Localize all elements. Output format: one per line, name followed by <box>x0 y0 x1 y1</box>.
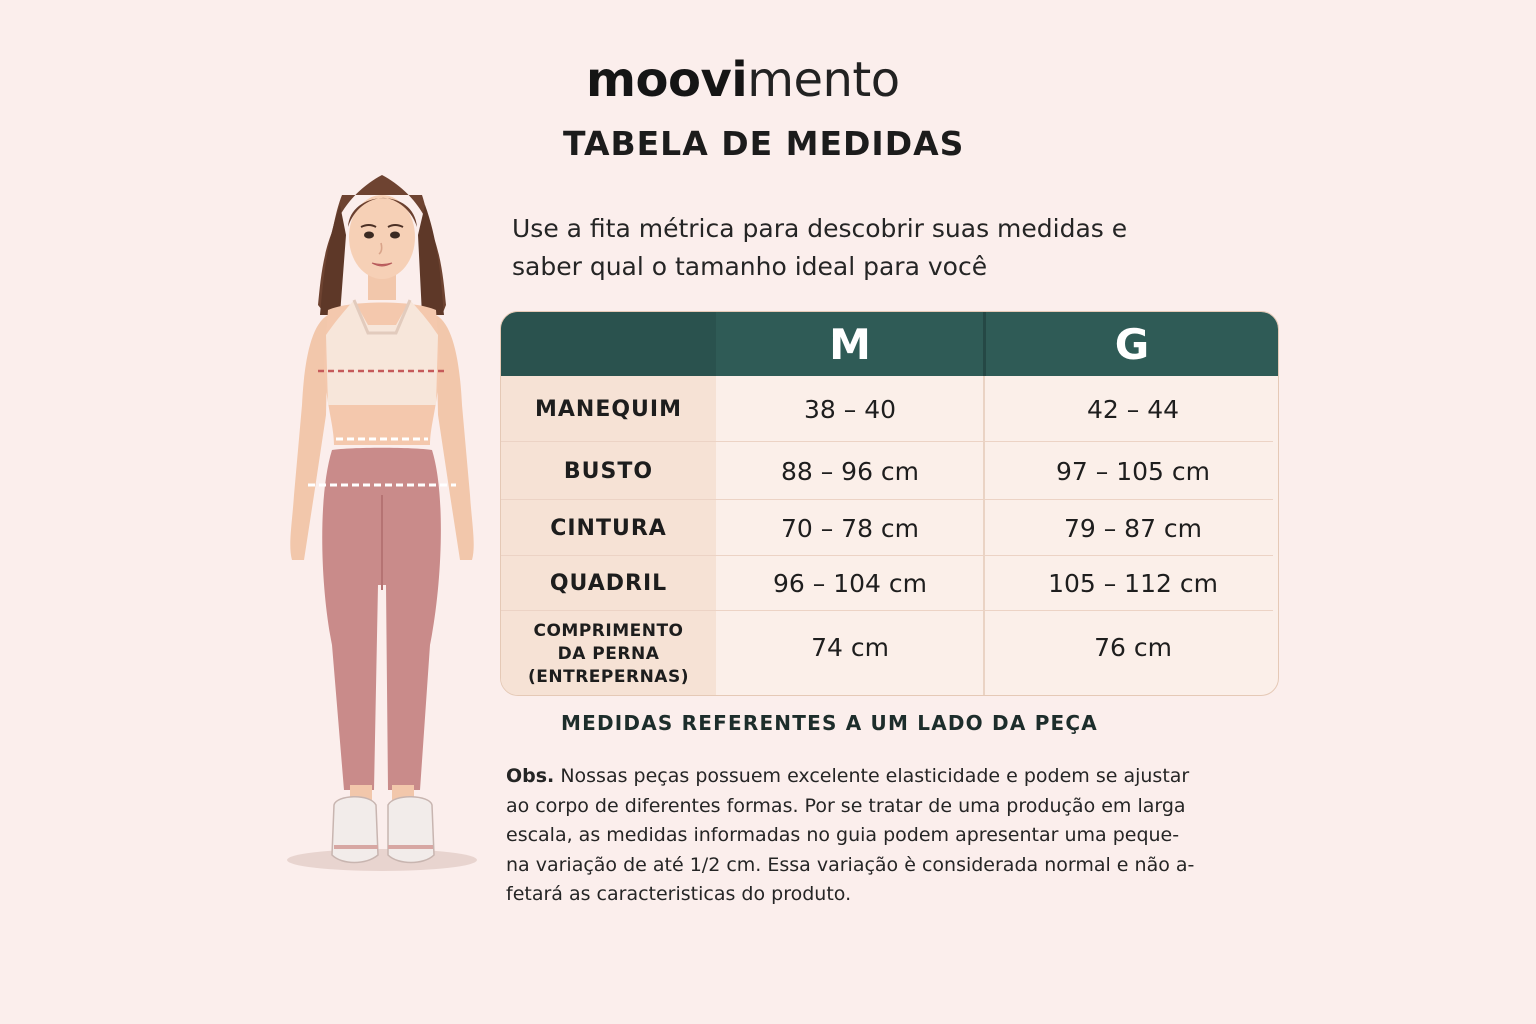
logo-light-part: mento <box>747 52 900 108</box>
row-label-busto: BUSTO <box>501 442 716 500</box>
row-label-manequim: MANEQUIM <box>501 376 716 442</box>
cell-g: 105 – 112 cm <box>1048 569 1218 598</box>
obs-line-4: na variação de até 1/2 cm. Essa variação è considerada normal e não a- <box>506 853 1195 876</box>
note-heading: MEDIDAS REFERENTES A UM LADO DA PEÇA <box>561 711 1098 735</box>
table-row <box>501 611 1278 696</box>
cell-g: 42 – 44 <box>1086 394 1180 424</box>
header-blank-cell <box>501 312 716 376</box>
page-title: TABELA DE MEDIDAS <box>563 124 965 163</box>
label-line: DA PERNA <box>557 643 660 664</box>
cell-g: 76 cm <box>1094 632 1172 662</box>
cell-g: 97 – 105 cm <box>1056 456 1210 486</box>
table-header <box>501 312 1278 376</box>
intro-text <box>512 210 1232 286</box>
size-g-header: G <box>1114 320 1150 369</box>
intro-line-2: saber qual o tamanho ideal para você <box>512 252 988 281</box>
logo-bold-part: moovi <box>586 52 748 108</box>
obs-line-5: fetará as caracteristicas do produto. <box>506 883 852 905</box>
table-row <box>501 556 1278 611</box>
table-row <box>501 500 1278 556</box>
size-m-header: M <box>829 320 871 369</box>
obs-line-3: escala, as medidas informadas no guia podem apresentar uma peque- <box>506 824 1180 846</box>
label-line: (ENTREPERNAS) <box>528 666 689 687</box>
cell-m: 96 – 104 cm <box>773 569 927 598</box>
cell-m: 74 cm <box>811 632 889 662</box>
row-label-comprimento <box>501 611 716 696</box>
obs-prefix: Obs. <box>506 765 555 787</box>
obs-paragraph <box>506 762 1296 910</box>
obs-line-2: ao corpo de diferentes formas. Por se tratar de uma produção em larga <box>506 794 1186 817</box>
size-table <box>500 311 1279 696</box>
cell-m: 70 – 78 cm <box>780 513 920 543</box>
brand-logo <box>586 52 900 108</box>
table-row <box>501 442 1278 500</box>
table-row <box>501 376 1278 442</box>
woman-figure-icon <box>270 165 500 885</box>
cell-m: 88 – 96 cm <box>780 456 920 486</box>
cell-m: 38 – 40 <box>803 394 897 424</box>
obs-line-1: Nossas peças possuem excelente elasticidade e podem se ajustar <box>554 765 1190 787</box>
intro-line-1: Use a fita métrica para descobrir suas medidas e <box>512 214 1128 243</box>
row-label-quadril: QUADRIL <box>501 556 716 611</box>
label-line: COMPRIMENTO <box>533 620 684 641</box>
row-label-cintura: CINTURA <box>501 500 716 556</box>
cell-g: 79 – 87 cm <box>1063 513 1203 543</box>
column-divider <box>983 376 985 696</box>
